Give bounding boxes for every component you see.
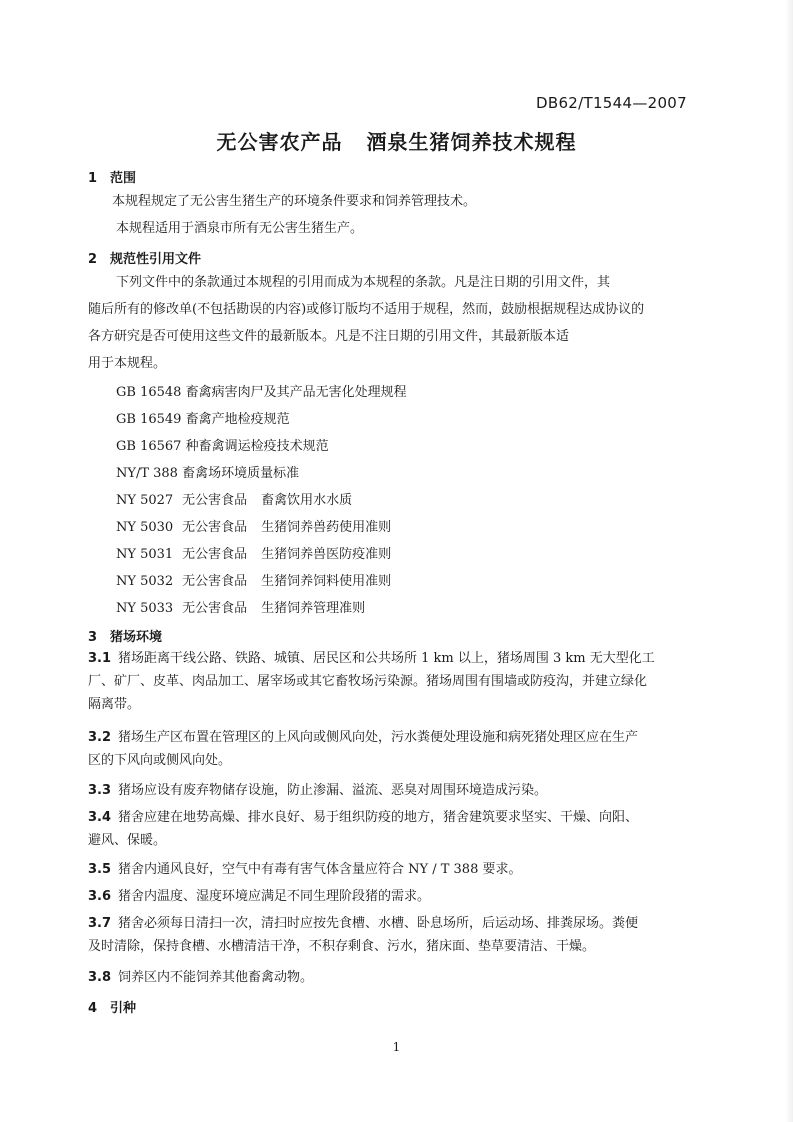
clause-number: 3.4 (88, 810, 112, 825)
reference-code: NY 5032 (116, 574, 174, 589)
standard-code: DB62/T1544—2007 (536, 94, 687, 112)
reference-name: 生猪饲养兽药使用准则 (261, 520, 392, 535)
document-title (0, 126, 793, 155)
section-title: 规范性引用文件 (110, 252, 202, 267)
reference-code: GB 16548 (116, 385, 182, 400)
clause-number: 3.5 (88, 862, 112, 877)
clause-line: 避风、保暖。 (88, 833, 167, 848)
clause-line: 及时清除，保持食槽、水槽清洁干净，不积存剩食、污水，猪床面、垫草要清洁、干燥。 (88, 939, 596, 954)
section-4-heading (88, 997, 136, 1016)
clause-line: 厂、矿厂、皮革、肉品加工、屠宰场或其它畜牧场污染源。猪场周围有围墙或防疫沟，并建立绿化 (88, 674, 648, 689)
clause-number: 3.8 (88, 970, 112, 985)
reference-name: 畜禽病害肉尸及其产品无害化处理规程 (185, 385, 407, 400)
clause-3-7 (88, 912, 638, 958)
clause-line: 区的下风向或侧风向处。 (88, 753, 232, 768)
reference-code: NY 5031 (116, 547, 174, 562)
clause-line: 猪场应设有废弃物储存设施，防止渗漏、溢流、恶臭对周围环境造成污染。 (118, 783, 548, 798)
paragraph-line: 用于本规程。 (88, 356, 167, 371)
paragraph: 本规程规定了无公害生猪生产的环境条件要求和饲养管理技术。 (112, 194, 477, 209)
clause-3-4 (88, 806, 638, 852)
reference-name: 畜禽饮用水水质 (261, 493, 353, 508)
clause-number: 3.6 (88, 889, 112, 904)
paragraph: 本规程适用于酒泉市所有无公害生猪生产。 (116, 221, 364, 236)
clause-3-2 (88, 726, 638, 772)
paragraph-line: 下列文件中的条款通过本规程的引用而成为本规程的条款。凡是注日期的引用文件，其 (116, 275, 611, 290)
clause-3-1 (88, 647, 655, 716)
reference-code: NY 5027 (116, 493, 174, 508)
reference-item (116, 462, 299, 481)
reference-name: 畜禽产地检疫规范 (185, 412, 290, 427)
reference-item (116, 435, 329, 454)
reference-category: 无公害食品 (182, 547, 248, 562)
reference-item (116, 597, 365, 616)
title-part2: 酒泉生猪饲养技术规程 (366, 130, 577, 154)
clause-number: 3.3 (88, 783, 112, 798)
scan-edge-shadow (785, 0, 793, 1122)
reference-item (116, 408, 290, 427)
reference-category: 无公害食品 (182, 520, 248, 535)
clause-line: 猪场生产区布置在管理区的上风向或侧风向处，污水粪便处理设施和病死猪处理区应在生产 (118, 730, 639, 745)
reference-item (116, 516, 391, 535)
reference-item (116, 381, 407, 400)
clause-3-6 (88, 885, 430, 908)
reference-item (116, 489, 352, 508)
clause-3-8 (88, 966, 313, 989)
reference-item (116, 570, 391, 589)
clause-line: 猪舍应建在地势高燥、排水良好、易于组织防疫的地方，猪舍建筑要求坚实、干燥、向阳、 (118, 810, 639, 825)
clause-number: 3.2 (88, 730, 112, 745)
reference-category: 无公害食品 (182, 601, 248, 616)
section-2-heading (88, 248, 201, 267)
section-number: 3 (88, 630, 98, 645)
section-title: 猪场环境 (110, 630, 163, 645)
section-title: 范围 (110, 171, 137, 186)
clause-line: 饲养区内不能饲养其他畜禽动物。 (118, 970, 314, 985)
reference-name: 生猪饲养兽医防疫准则 (261, 547, 392, 562)
section-number: 2 (88, 252, 98, 267)
clause-number: 3.7 (88, 916, 112, 931)
reference-name: 生猪饲养管理准则 (261, 601, 366, 616)
section-1-heading (88, 167, 136, 186)
reference-category: 无公害食品 (182, 574, 248, 589)
clause-3-3 (88, 779, 547, 802)
clause-line: 猪舍内通风良好，空气中有毒有害气体含量应符合 NY / T 388 要求。 (118, 862, 522, 877)
reference-name: 生猪饲养饲料使用准则 (261, 574, 392, 589)
reference-item (116, 543, 391, 562)
clause-3-5 (88, 858, 521, 881)
page-number: 1 (392, 1040, 401, 1054)
reference-code: NY 5030 (116, 520, 174, 535)
clause-line: 猪舍必须每日清扫一次，清扫时应按先食槽、水槽、卧息场所，后运动场、排粪尿场。粪便 (118, 916, 639, 931)
reference-code: GB 16567 (116, 439, 182, 454)
section-number: 1 (88, 171, 98, 186)
clause-line: 猪舍内温度、湿度环境应满足不同生理阶段猪的需求。 (118, 889, 431, 904)
section-title: 引种 (110, 1001, 137, 1016)
paragraph-line: 各方研究是否可使用这些文件的最新版本。凡是不注日期的引用文件，其最新版本适 (88, 329, 570, 344)
section-3-heading (88, 626, 162, 645)
reference-code: NY 5033 (116, 601, 174, 616)
section-number: 4 (88, 1001, 98, 1016)
reference-name: 种畜禽调运检疫技术规范 (185, 439, 329, 454)
clause-line: 隔离带。 (88, 697, 141, 712)
clause-number: 3.1 (88, 651, 112, 666)
reference-category: 无公害食品 (182, 493, 248, 508)
paragraph-line: 随后所有的修改单(不包括勘误的内容)或修订版均不适用于规程，然而，鼓励根据规程达成协议的 (88, 302, 645, 317)
reference-code: GB 16549 (116, 412, 182, 427)
reference-name: 畜禽场环境质量标准 (182, 466, 300, 481)
title-part1: 无公害农产品 (216, 130, 343, 154)
clause-line: 猪场距离干线公路、铁路、城镇、居民区和公共场所 1 km 以上，猪场周围 3 km 无大型化工 (118, 651, 655, 666)
reference-code: NY/T 388 (116, 466, 178, 481)
